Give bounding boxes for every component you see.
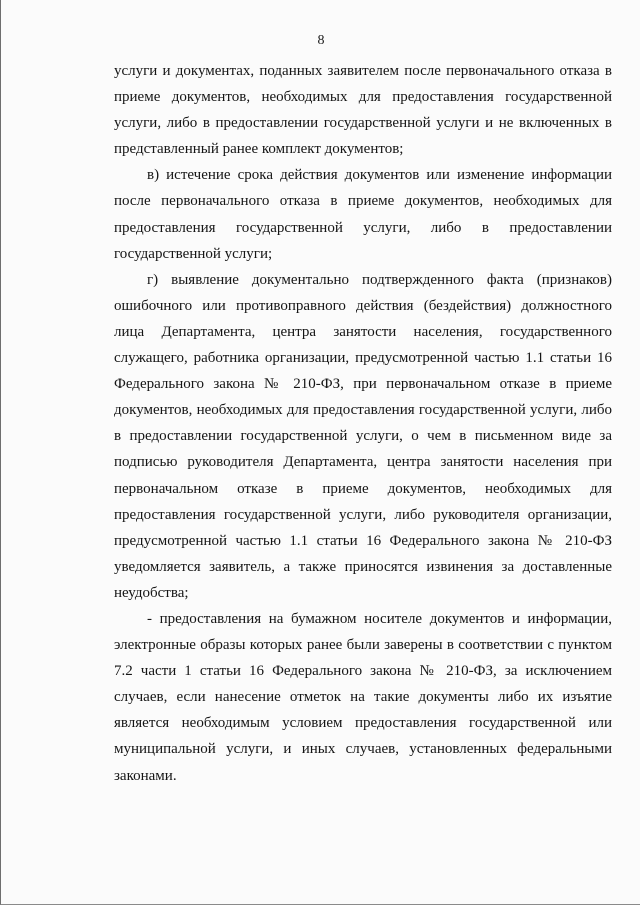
paragraph-item-g: г) выявление документально подтвержденного факта (признаков) ошибочного или противоправного действия (бездействия) должностного лица Департамента, центра занятости населения, государственного служащего, работника организации, предусмотренной частью 1.1 статьи 16 Федерального закона № 210-ФЗ, при первоначальном отказе в приеме документов, необходимых для предоставления государственной услуги, либо в предоставлении государственной услуги, о чем в письменном виде за подписью руководителя Департамента, центра занятости населения при первоначальном отказе в приеме документов, необходимых для предоставления государственной услуги, либо руководителя организации, предусмотренной частью 1.1 статьи 16 Федерального закона № 210-ФЗ уведомляется заявитель, а также приносятся извинения за доставленные неудобства; <box>114 271 612 601</box>
paragraph-item-dash: - предоставления на бумажном носителе документов и информации, электронные образы которых ранее были заверены в соответствии с пунктом 7.2 части 1 статьи 16 Федерального закона № 210-ФЗ, за исключением случаев, если нанесение отметок на такие документы либо их изъятие является необходимым условием предоставления государственной или муниципальной услуги, и иных случаев, установленных федеральными законами. <box>114 610 612 784</box>
document-body <box>114 58 612 789</box>
paragraph-item-v: в) истечение срока действия документов или изменение информации после первоначального отказа в приеме документов, необходимых для предоставления государственной услуги, либо в предоставлении государственной услуги; <box>114 167 612 262</box>
page-number: 8 <box>317 33 325 48</box>
paragraph-continuation: услуги и документах, поданных заявителем после первоначального отказа в приеме документов, необходимых для предоставления государственной услуги, либо в предоставлении государственной услуги и не включенных в представленный ранее комплект документов; <box>114 63 612 158</box>
